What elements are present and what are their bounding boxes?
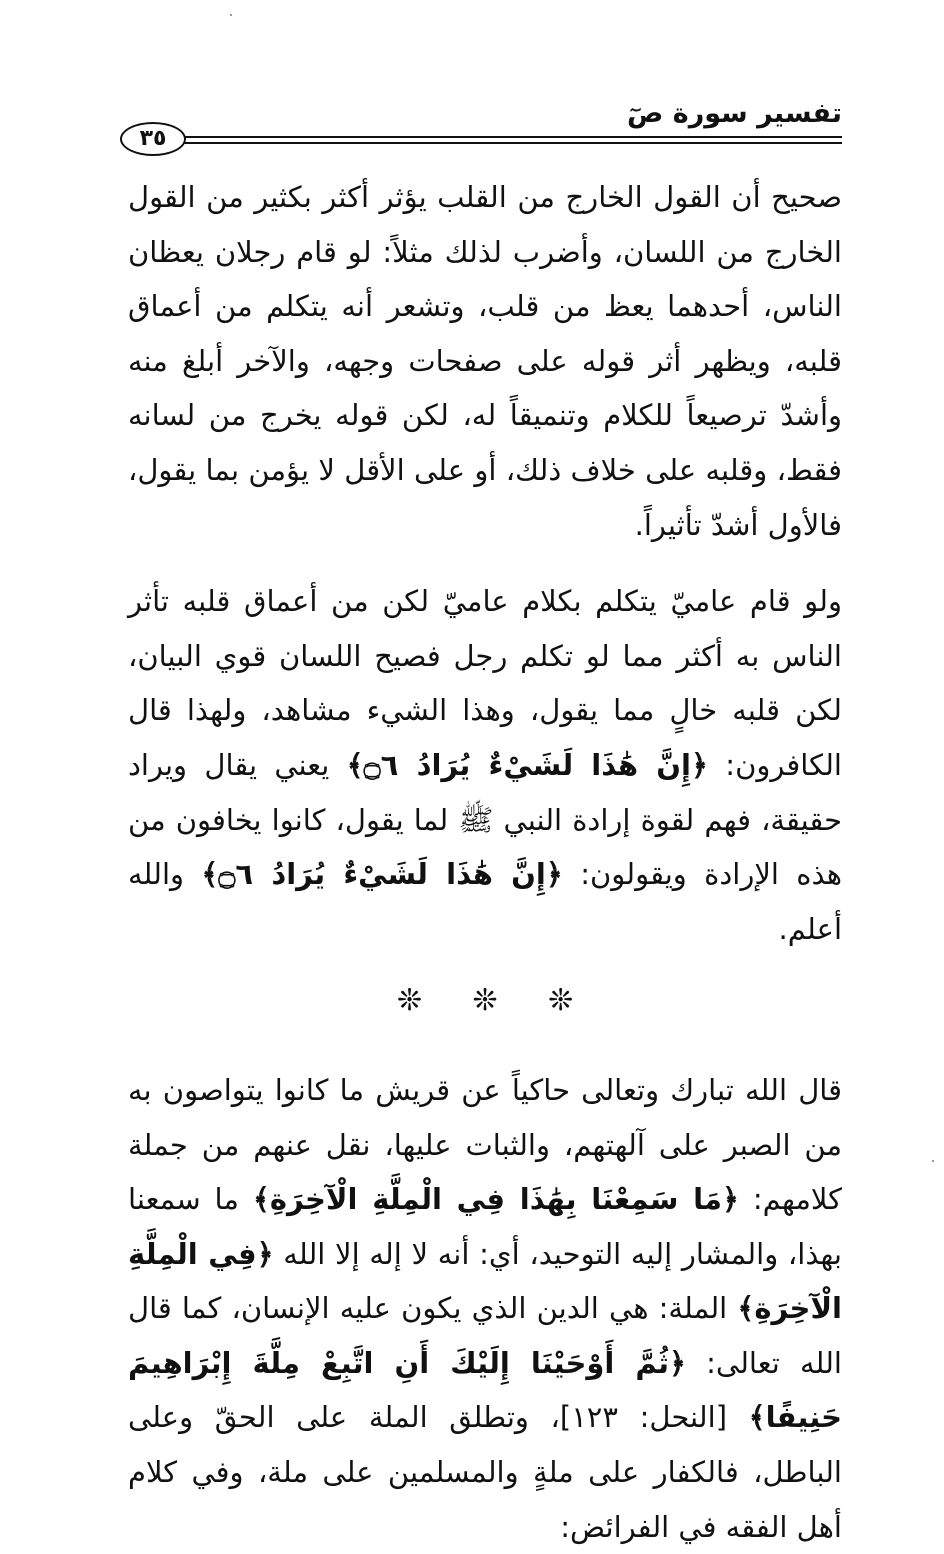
body-text — [128, 170, 842, 1554]
section-separator: ❊ ❊ ❊ — [396, 983, 574, 1019]
quran-quote: ﴿إِنَّ هَٰذَا لَشَيْءٌ يُرَادُ ۝٦﴾ — [201, 857, 563, 892]
paragraph-2-part-2: يعني يقال ويراد حقيقة، فهم لقوة إرادة النبي ﷺ لما يقول، كانوا يخافون من هذه الإرادة ويقولون: — [128, 747, 842, 892]
quran-quote: ﴿إِنَّ هَٰذَا لَشَيْءٌ يُرَادُ ۝٦﴾ — [346, 747, 708, 782]
header-rule-top — [176, 136, 842, 138]
paragraph-3-part-4: ، وتطلق الملة على الحقّ وعلى الباطل، فالكفار على ملةٍ والمسلمين على ملة، وفي كلام أهل الفقه في الفرائض: — [128, 1400, 842, 1544]
quran-quote: ﴿ثُمَّ أَوْحَيْنَا إِلَيْكَ أَنِ اتَّبِعْ مِلَّةَ إِبْرَاهِيمَ حَنِيفًا﴾ — [128, 1345, 842, 1435]
paragraph-2-part-3: والله أعلم. — [128, 857, 842, 946]
paragraph-2 — [128, 574, 842, 956]
running-title: تفسير سورة صٓ — [627, 98, 842, 129]
page-number: ٣٥ — [120, 122, 186, 156]
page-header — [120, 96, 842, 160]
scan-speck — [230, 14, 232, 16]
scan-speck — [932, 1160, 934, 1162]
header-rule-bottom — [176, 142, 842, 144]
paragraph-3-part-1: قال الله تبارك وتعالى حاكياً عن قريش ما كانوا يتواصون به من الصبر على آلهتهم، والثبات عليها، نقل عنهم من جملة كلامهم: — [128, 1072, 842, 1217]
paragraph-2-part-1: ولو قام عاميّ يتكلم بكلام عاميّ لكن من أعماق قلبه تأثر الناس به أكثر مما لو تكلم رجل فصيح اللسان قوي البيان، لكن قلبه خالٍ مما يقول، وهذا الشيء مشاهد، ولهذا قال الكافرون: — [128, 584, 842, 782]
quran-quote: ﴿فِي الْمِلَّةِ الْآخِرَةِ﴾ — [128, 1236, 842, 1326]
paragraph-3-part-2: ما سمعنا بهذا، والمشار إليه التوحيد، أي: أنه لا إله إلا الله — [128, 1182, 842, 1271]
paragraph-3 — [128, 1063, 842, 1554]
paragraph-1: صحيح أن القول الخارج من القلب يؤثر أكثر بكثير من القول الخارج من اللسان، وأضرب لذلك مثلاً: لو قام رجلان يعظان الناس، أحدهما يعظ من قلب، وتشعر أنه يتكلم من أعماق قلبه، ويظهر أثر قوله على صفحات وجهه، والآخر أبلغ منه وأشدّ ترصيعاً للكلام وتنميقاً له، لكن قوله يخرج من لسانه فقط، وقلبه على خلاف ذلك، أو على الأقل لا يؤمن بما يقول، فالأول أشدّ تأثيراً. — [128, 180, 842, 542]
verse-citation: [النحل: ١٢٣] — [559, 1400, 749, 1435]
paragraph-3-part-3: الملة: هي الدين الذي يكون عليه الإنسان، كما قال الله تعالى: — [128, 1291, 842, 1380]
quran-quote: ﴿مَا سَمِعْنَا بِهَٰذَا فِي الْمِلَّةِ الْآخِرَةِ﴾ — [252, 1182, 739, 1217]
